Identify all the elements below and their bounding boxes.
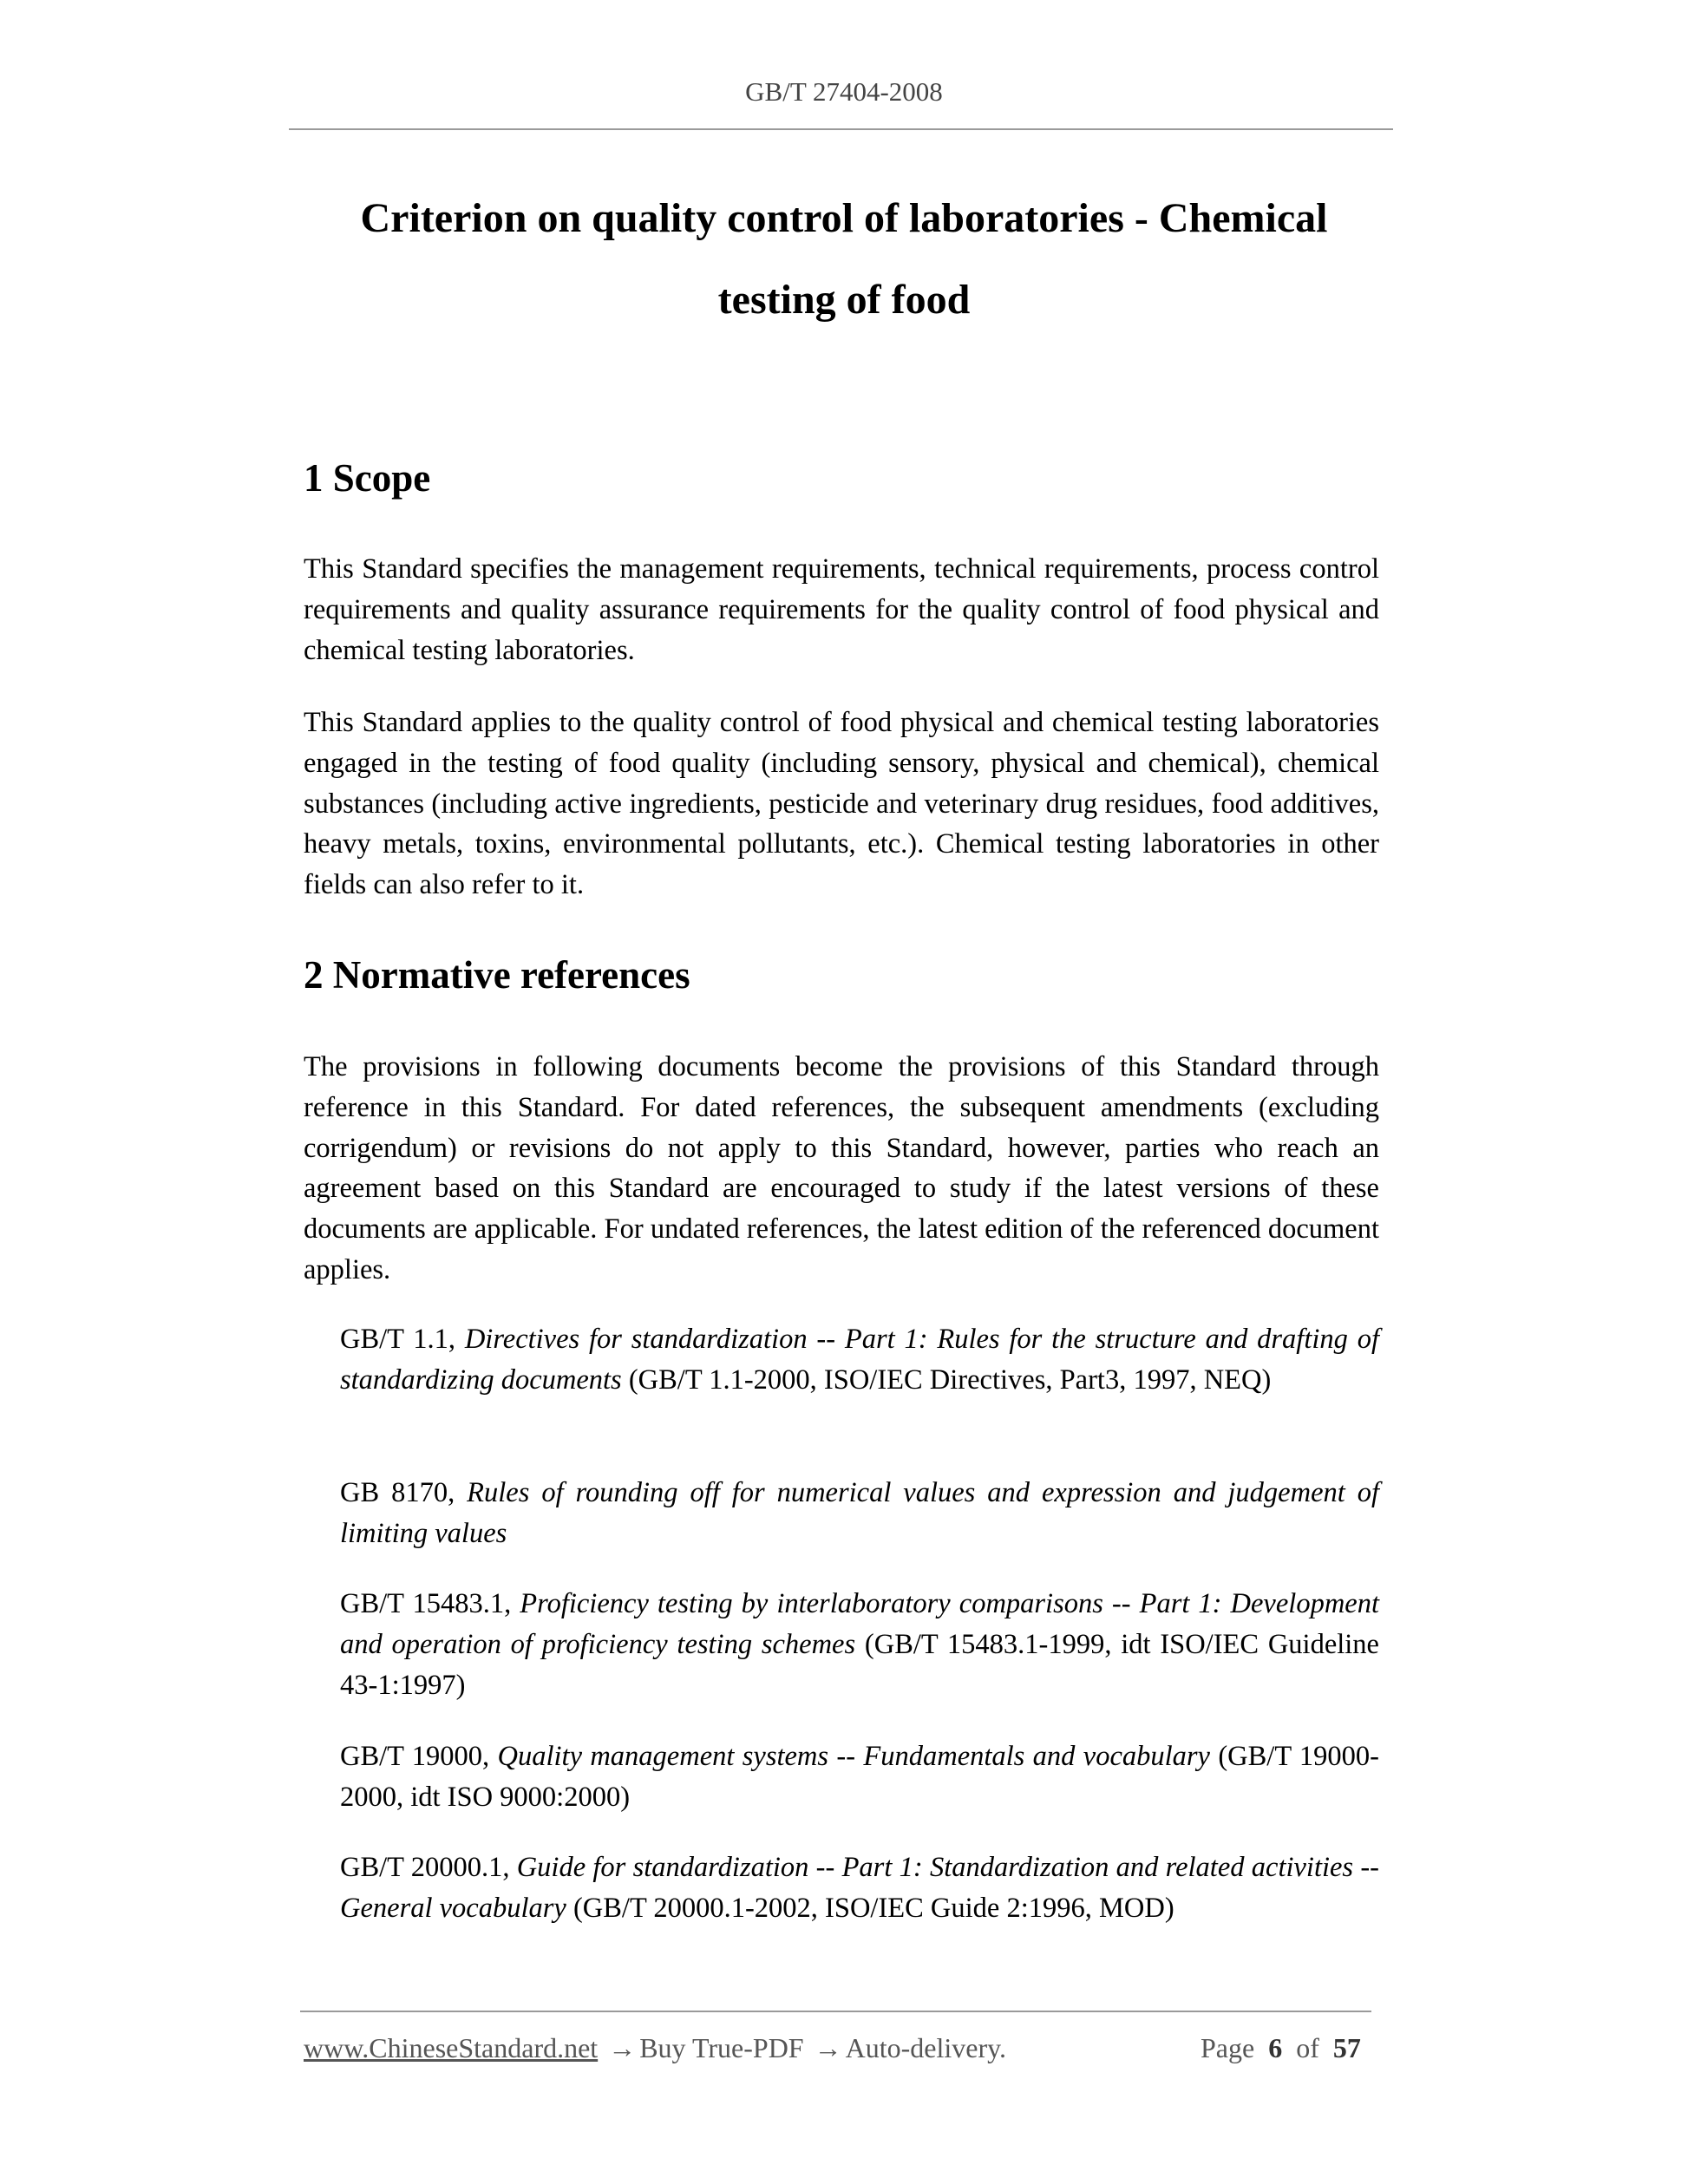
reference-title: Proficiency testing by interlaboratory comparisons -- Part 1: Development and operation of proficiency testing schemes: [340, 1588, 1379, 1660]
chinesestandard-link[interactable]: www.ChineseStandard.net: [304, 2032, 599, 2063]
header-divider: [289, 128, 1393, 130]
reference-item: GB/T 1.1, Directives for standardization -- Part 1: Rules for the structure and drafting of standardizing documents (GB/T 1.1-2000, ISO/IEC Directives, Part3, 1997, NEQ): [340, 1324, 1379, 1396]
reference-item: GB/T 15483.1, Proficiency testing by interlaboratory comparisons -- Part 1: Development and operation of proficiency testing schemes (GB/T 15483.1-1999, idt ISO/IEC Guideline 43-1:1997): [340, 1588, 1379, 1701]
reference-item: GB/T 20000.1, Guide for standardization -- Part 1: Standardization and related activities -- General vocabulary (GB/T 20000.1-2002, ISO/IEC Guide 2:1996, MOD): [340, 1852, 1379, 1924]
reference-title: Quality management systems -- Fundamentals and vocabulary: [497, 1741, 1210, 1772]
title-line-2: testing of food: [717, 277, 971, 323]
reference-item: GB/T 19000, Quality management systems -- Fundamentals and vocabulary (GB/T 19000-2000, idt ISO 9000:2000): [340, 1741, 1380, 1813]
normative-references-intro: The provisions in following documents become the provisions of this Standard through reference in this Standard. For dated references, the subsequent amendments (excluding corrigendum) or revisions do not apply to this Standard, however, parties who reach an agreement based on this Standard are encouraged to study if the latest versions of these documents are applicable. For undated references, the latest edition of the referenced document applies.: [304, 1051, 1379, 1285]
arrow-right-icon: →: [814, 2032, 842, 2063]
title-line-1: Criterion on quality control of laboratories - Chemical: [360, 195, 1328, 241]
arrow-right-icon: →: [608, 2032, 637, 2063]
reference-item: GB 8170, Rules of rounding off for numerical values and expression and judgement of limiting values: [340, 1477, 1379, 1549]
section-heading-scope: 1 Scope: [304, 456, 431, 500]
running-header: GB/T 27404-2008: [745, 76, 943, 107]
document-title: [260, 178, 1428, 341]
footer-promo: www.ChineseStandard.net → Buy True-PDF → Auto-delivery.: [304, 2032, 1007, 2063]
page-number: Page 6 of 57: [1201, 2032, 1361, 2063]
scope-paragraph-2: This Standard applies to the quality control of food physical and chemical testing laboratories engaged in the testing of food quality (including sensory, physical and chemical), chemical substances (including active ingredients, pesticide and veterinary drug residues, food additives, heavy metals, toxins, environmental pollutants, etc.). Chemical testing laboratories in other fields can also refer to it.: [304, 707, 1379, 901]
section-heading-normative-references: 2 Normative references: [304, 953, 690, 997]
footer-divider: [300, 2011, 1371, 2012]
reference-title: Guide for standardization -- Part 1: Standardization and related activities -- General vocabulary: [340, 1852, 1379, 1924]
reference-title: Rules of rounding off for numerical values and expression and judgement of limiting values: [340, 1477, 1379, 1549]
scope-paragraph-1: This Standard specifies the management requirements, technical requirements, process control requirements and quality assurance requirements for the quality control of food physical and chemical testing laboratories.: [304, 553, 1379, 666]
reference-title: Directives for standardization -- Part 1: Rules for the structure and drafting of standardizing documents: [340, 1324, 1379, 1396]
